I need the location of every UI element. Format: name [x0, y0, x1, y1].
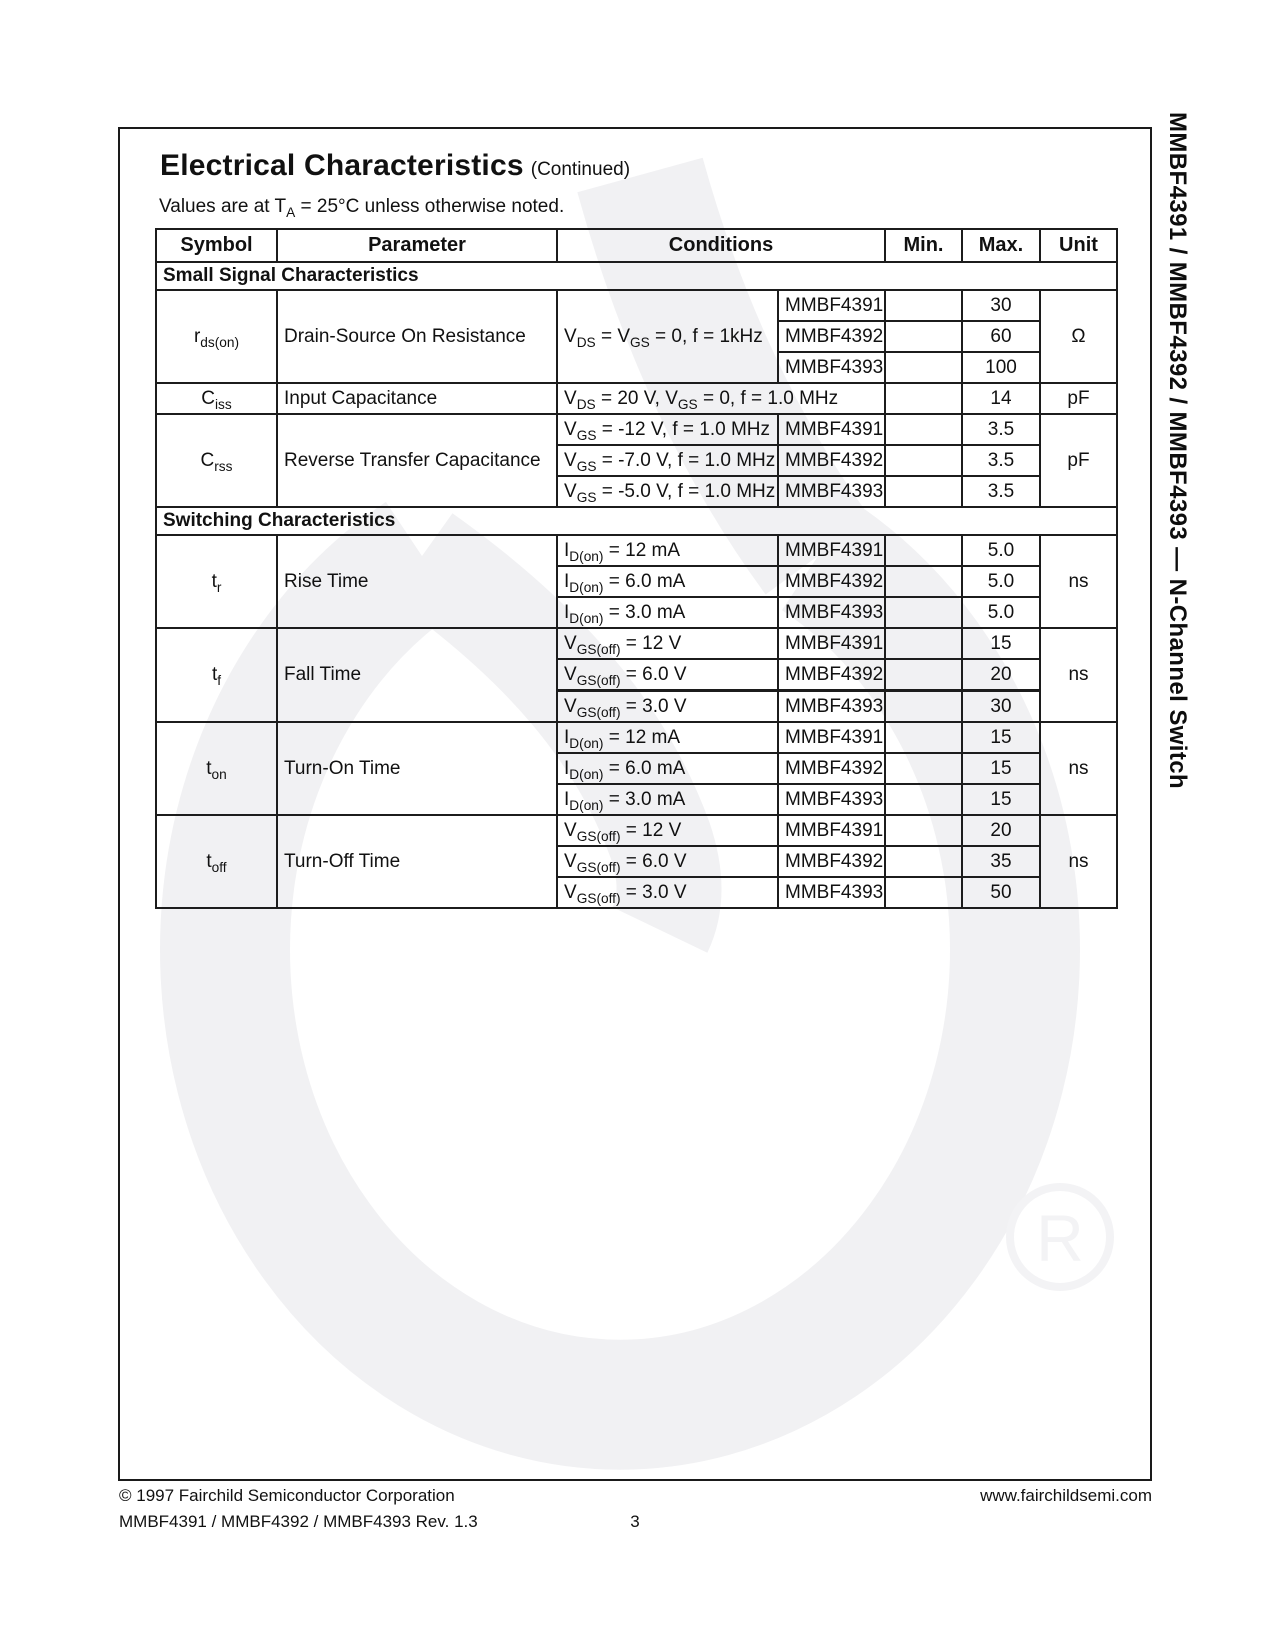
min-cell — [885, 290, 962, 321]
table-row — [156, 722, 1117, 753]
section-title: Small Signal Characteristics — [156, 262, 1117, 290]
symbol-cell: $C_{iss}$ — [156, 383, 277, 414]
footer-page-number: 3 — [630, 1512, 640, 1531]
device-cell: MMBF4391 — [778, 628, 885, 659]
unit-cell: ns — [1040, 535, 1117, 628]
condition-cell: $V_{DS} = 20$ V, $V_{GS} = 0$, f = 1.0 MHz — [557, 383, 885, 414]
unit-cell: Ω — [1040, 290, 1117, 383]
max-cell: 5.0 — [962, 597, 1040, 628]
min-cell — [885, 628, 962, 659]
parameter-cell: Turn-On Time — [277, 722, 557, 815]
unit-cell: pF — [1040, 414, 1117, 507]
table-row — [156, 290, 1117, 321]
condition-cell: $V_{GS(off)} = 6.0$ V — [557, 659, 778, 691]
section-row — [156, 507, 1117, 535]
col-header-parameter: Parameter — [277, 229, 557, 262]
min-cell — [885, 414, 962, 445]
device-cell: MMBF4393 — [778, 476, 885, 507]
max-cell: 30 — [962, 290, 1040, 321]
min-cell — [885, 321, 962, 352]
condition-cell: $V_{GS(off)} = 12$ V — [557, 628, 778, 659]
min-cell — [885, 753, 962, 784]
section-heading — [160, 149, 630, 183]
parameter-cell: Reverse Transfer Capacitance — [277, 414, 557, 507]
symbol-cell: $t_{on}$ — [156, 722, 277, 815]
col-header-unit: Unit — [1040, 229, 1117, 262]
parameter-cell: Fall Time — [277, 628, 557, 722]
table-row — [156, 383, 1117, 414]
condition-cell: $I_{D(on)} = 12$ mA — [557, 722, 778, 753]
min-cell — [885, 784, 962, 815]
condition-cell: $I_{D(on)} = 12$ mA — [557, 535, 778, 566]
unit-cell: ns — [1040, 815, 1117, 908]
conditions-note: Values are at $T_A = 25^\circ C$ unless otherwise noted. — [159, 196, 565, 220]
min-cell — [885, 722, 962, 753]
max-cell: 15 — [962, 722, 1040, 753]
unit-cell: ns — [1040, 628, 1117, 722]
max-cell: 14 — [962, 383, 1040, 414]
parameter-cell: Turn-Off Time — [277, 815, 557, 908]
max-cell: 100 — [962, 352, 1040, 383]
min-cell — [885, 383, 962, 414]
min-cell — [885, 846, 962, 877]
condition-cell: $V_{GS(off)} = 12$ V — [557, 815, 778, 846]
characteristics-table — [155, 228, 1118, 909]
device-cell: MMBF4392 — [778, 846, 885, 877]
sidebar-vertical-title: MMBF4391 / MMBF4392 / MMBF4393 — N-Channel Switch — [1164, 112, 1191, 790]
condition-cell: $V_{GS(off)} = 3.0$ V — [557, 691, 778, 723]
table-row — [156, 414, 1117, 445]
col-header-conditions: Conditions — [557, 229, 885, 262]
min-cell — [885, 535, 962, 566]
symbol-cell: $r_{ds(on)}$ — [156, 290, 277, 383]
device-cell: MMBF4392 — [778, 321, 885, 352]
device-cell: MMBF4393 — [778, 877, 885, 908]
page-title-suffix: (Continued) — [530, 159, 631, 180]
condition-cell: $I_{D(on)} = 3.0$ mA — [557, 784, 778, 815]
col-header-symbol: Symbol — [156, 229, 277, 262]
max-cell: 50 — [962, 877, 1040, 908]
condition-cell: $I_{D(on)} = 3.0$ mA — [557, 597, 778, 628]
device-cell: MMBF4392 — [778, 445, 885, 476]
footer-website: www.fairchildsemi.com — [980, 1486, 1152, 1505]
table-header-row — [156, 229, 1117, 262]
condition-cell: $I_{D(on)} = 6.0$ mA — [557, 566, 778, 597]
symbol-cell: $t_f$ — [156, 628, 277, 722]
max-cell: 3.5 — [962, 476, 1040, 507]
max-cell: 20 — [962, 659, 1040, 691]
min-cell — [885, 659, 962, 691]
parameter-cell: Rise Time — [277, 535, 557, 628]
condition-cell: $V_{GS(off)} = 6.0$ V — [557, 846, 778, 877]
min-cell — [885, 877, 962, 908]
symbol-cell: $t_r$ — [156, 535, 277, 628]
condition-cell: $V_{GS} = -12$ V, f = 1.0 MHz — [557, 414, 778, 445]
condition-cell: $I_{D(on)} = 6.0$ mA — [557, 753, 778, 784]
unit-cell: pF — [1040, 383, 1117, 414]
symbol-cell: $C_{rss}$ — [156, 414, 277, 507]
max-cell: 5.0 — [962, 535, 1040, 566]
max-cell: 60 — [962, 321, 1040, 352]
device-cell: MMBF4391 — [778, 414, 885, 445]
device-cell: MMBF4392 — [778, 753, 885, 784]
device-cell: MMBF4393 — [778, 597, 885, 628]
condition-cell: $V_{GS} = -7.0$ V, f = 1.0 MHz — [557, 445, 778, 476]
section-title: Switching Characteristics — [156, 507, 1117, 535]
max-cell: 15 — [962, 628, 1040, 659]
min-cell — [885, 352, 962, 383]
min-cell — [885, 597, 962, 628]
page-title: Electrical Characteristics — [160, 149, 524, 182]
registered-mark-letter: R — [1036, 1201, 1084, 1275]
max-cell: 20 — [962, 815, 1040, 846]
parameter-cell: Drain-Source On Resistance — [277, 290, 557, 383]
unit-cell: ns — [1040, 722, 1117, 815]
table-body — [156, 262, 1117, 908]
max-cell: 35 — [962, 846, 1040, 877]
footer-doc-rev: MMBF4391 / MMBF4392 / MMBF4393 Rev. 1.3 — [119, 1512, 478, 1531]
max-cell: 15 — [962, 784, 1040, 815]
device-cell: MMBF4391 — [778, 815, 885, 846]
section-row — [156, 262, 1117, 290]
min-cell — [885, 566, 962, 597]
min-cell — [885, 445, 962, 476]
device-cell: MMBF4393 — [778, 352, 885, 383]
parameter-cell: Input Capacitance — [277, 383, 557, 414]
max-cell: 3.5 — [962, 414, 1040, 445]
min-cell — [885, 815, 962, 846]
col-header-max: Max. — [962, 229, 1040, 262]
footer-copyright: © 1997 Fairchild Semiconductor Corporation — [119, 1486, 455, 1505]
max-cell: 3.5 — [962, 445, 1040, 476]
table-row — [156, 815, 1117, 846]
condition-cell: $V_{GS} = -5.0$ V, f = 1.0 MHz — [557, 476, 778, 507]
symbol-cell: $t_{off}$ — [156, 815, 277, 908]
device-cell: MMBF4392 — [778, 566, 885, 597]
min-cell — [885, 691, 962, 723]
condition-cell: $V_{DS} = V_{GS} = 0$, f = 1kHz — [557, 290, 778, 383]
table-row — [156, 628, 1117, 659]
device-cell: MMBF4393 — [778, 691, 885, 723]
col-header-min: Min. — [885, 229, 962, 262]
device-cell: MMBF4391 — [778, 535, 885, 566]
max-cell: 30 — [962, 691, 1040, 723]
device-cell: MMBF4391 — [778, 290, 885, 321]
device-cell: MMBF4392 — [778, 659, 885, 691]
table-row — [156, 535, 1117, 566]
device-cell: MMBF4391 — [778, 722, 885, 753]
max-cell: 15 — [962, 753, 1040, 784]
min-cell — [885, 476, 962, 507]
max-cell: 5.0 — [962, 566, 1040, 597]
device-cell: MMBF4393 — [778, 784, 885, 815]
condition-cell: $V_{GS(off)} = 3.0$ V — [557, 877, 778, 908]
